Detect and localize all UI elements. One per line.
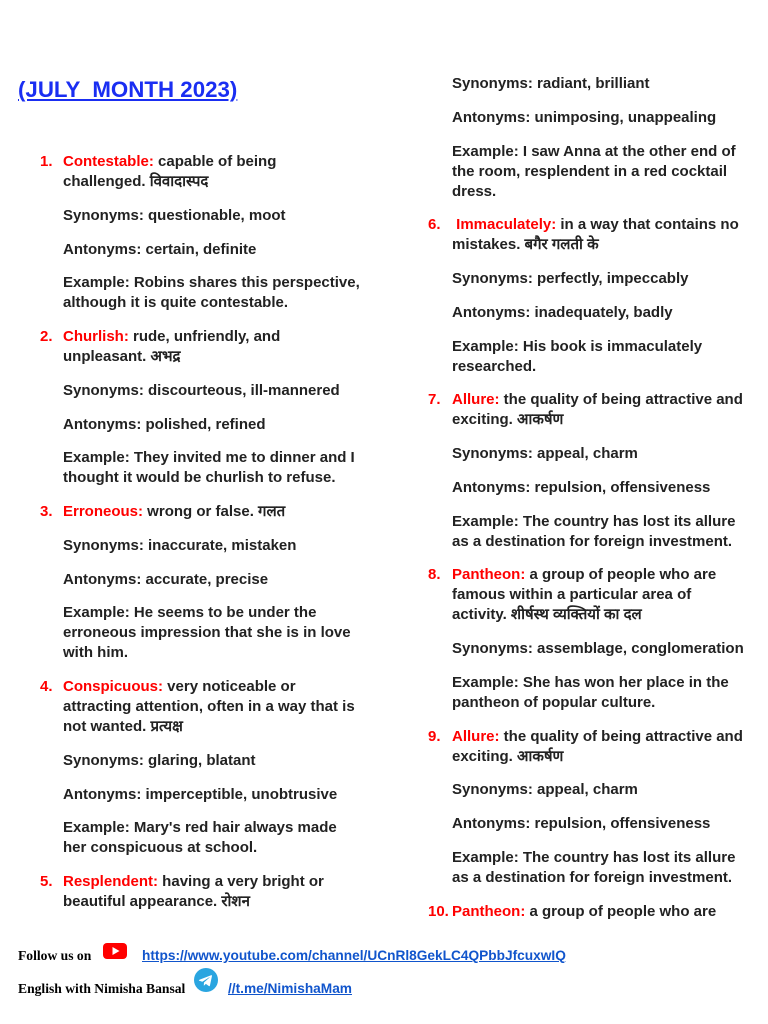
entry-definition: wrong or false. गलत: [143, 503, 286, 520]
entry-8-heading: [428, 565, 748, 625]
entry-5-heading: [40, 872, 362, 912]
entry-9-antonyms: Antonyms: repulsion, offensiveness: [452, 815, 711, 832]
entry-7-synonyms: Synonyms: appeal, charm: [452, 445, 638, 462]
youtube-icon: [103, 943, 127, 959]
entry-10-heading: [428, 902, 748, 922]
entry-3-synonyms: Synonyms: inaccurate, mistaken: [63, 536, 297, 554]
entry-definition: in a way that contains no mistakes. बगैर गलती के: [452, 216, 739, 254]
entry-3-heading: [40, 502, 362, 522]
entry-term: Resplendent:: [63, 873, 159, 890]
entry-7-example: Example: The country has lost its allure as a destination for foreign investment.: [452, 512, 736, 550]
entry-number: 3.: [40, 503, 53, 520]
entry-8-synonyms: Synonyms: assemblage, conglomeration: [452, 640, 744, 657]
entry-9-example: Example: The country has lost its allure as a destination for foreign investment.: [452, 848, 736, 886]
telegram-icon-graphic: [194, 968, 218, 992]
entry-1-synonyms: Synonyms: questionable, moot: [63, 206, 286, 224]
entry-term: Contestable:: [63, 153, 154, 170]
entry-term: Allure:: [452, 727, 500, 745]
entry-9-synonyms: Synonyms: appeal, charm: [452, 781, 638, 799]
entry-1-heading: [40, 152, 362, 192]
entry-definition: rude, unfriendly, and unpleasant. अभद्र: [63, 328, 281, 365]
entry-number: 10.: [428, 902, 449, 920]
entry-number: 8.: [428, 566, 441, 584]
entry-term: Allure:: [452, 391, 500, 409]
entry-number: 6.: [428, 216, 441, 234]
entry-term: Churlish:: [63, 328, 129, 345]
entry-5-antonyms: Antonyms: unimposing, unappealing: [452, 108, 717, 126]
entry-2-antonyms: Antonyms: polished, refined: [63, 415, 266, 433]
entry-7-heading: [428, 390, 748, 430]
page-title: (JULY MONTH 2023): [18, 77, 238, 102]
entry-term: Pantheon:: [452, 902, 526, 920]
entry-definition: the quality of being attractive and exciting. आकर्षण: [452, 391, 743, 429]
entry-number: 2.: [40, 328, 53, 345]
entry-6-synonyms: Synonyms: perfectly, impeccably: [452, 270, 689, 287]
youtube-icon-graphic: [103, 943, 127, 959]
follow-us-label: Follow us on: [18, 948, 92, 963]
entry-number: 7.: [428, 391, 441, 409]
entry-4-heading: [40, 677, 362, 737]
telegram-link[interactable]: //t.me/NimishaMam: [228, 981, 352, 996]
entry-definition: the quality of being attractive and exciting. आकर्षण: [452, 727, 743, 765]
entry-number: 4.: [40, 678, 53, 695]
right-column: [428, 74, 748, 935]
left-column: [40, 152, 362, 926]
entry-9-heading: [428, 727, 748, 767]
entry-definition: a group of people who are famous within a particular area of activity. शीर्षस्थ व्यक्तियों का दल: [452, 566, 717, 624]
entry-term: Erroneous:: [63, 503, 144, 520]
entry-definition: capable of being challenged. विवादास्पद: [63, 153, 277, 190]
entry-5-example: Example: I saw Anna at the other end of the room, resplendent in a red cocktail dress.: [452, 142, 736, 200]
entry-number: 9.: [428, 727, 441, 745]
entry-6-heading: [428, 215, 748, 255]
entry-4-synonyms: Synonyms: glaring, blatant: [63, 751, 256, 769]
entry-6-antonyms: Antonyms: inadequately, badly: [452, 303, 673, 321]
entry-4-antonyms: Antonyms: imperceptible, unobtrusive: [63, 785, 338, 803]
entry-2-heading: [40, 327, 362, 367]
entry-3-example: Example: He seems to be under the erroneous impression that she is in love with him.: [63, 604, 351, 662]
entry-2-example: Example: They invited me to dinner and I thought it would be churlish to refuse.: [63, 449, 355, 487]
entry-definition: very noticeable or attracting attention, often in a way that is not wanted. प्रत्यक्ष: [63, 678, 355, 735]
entry-term: Pantheon:: [452, 566, 526, 584]
entry-3-antonyms: Antonyms: accurate, precise: [63, 570, 269, 588]
entry-5-synonyms: Synonyms: radiant, brilliant: [452, 75, 650, 92]
entry-7-antonyms: Antonyms: repulsion, offensiveness: [452, 478, 711, 496]
entry-1-example: Example: Robins shares this perspective, although it is quite contestable.: [63, 274, 360, 312]
entry-definition: a group of people who are: [525, 902, 717, 920]
entry-2-synonyms: Synonyms: discourteous, ill-mannered: [63, 381, 340, 399]
entry-6-example: Example: His book is immaculately researched.: [452, 337, 703, 375]
entry-number: 5.: [40, 873, 53, 890]
entry-term: Immaculately:: [452, 216, 557, 234]
entry-definition: having a very bright or beautiful appearance. रोशन: [63, 873, 324, 910]
entry-8-example: Example: She has won her place in the pantheon of popular culture.: [452, 673, 729, 711]
entry-number: 1.: [40, 153, 53, 170]
youtube-channel-link[interactable]: https://www.youtube.com/channel/UCnRl8GekLC4QPbbJfcuxwIQ: [142, 948, 566, 963]
entry-4-example: Example: Mary's red hair always made her conspicuous at school.: [63, 819, 337, 857]
telegram-icon: [194, 968, 218, 992]
entry-1-antonyms: Antonyms: certain, definite: [63, 240, 257, 258]
entry-term: Conspicuous:: [63, 678, 163, 695]
channel-name: English with Nimisha Bansal: [18, 981, 186, 996]
